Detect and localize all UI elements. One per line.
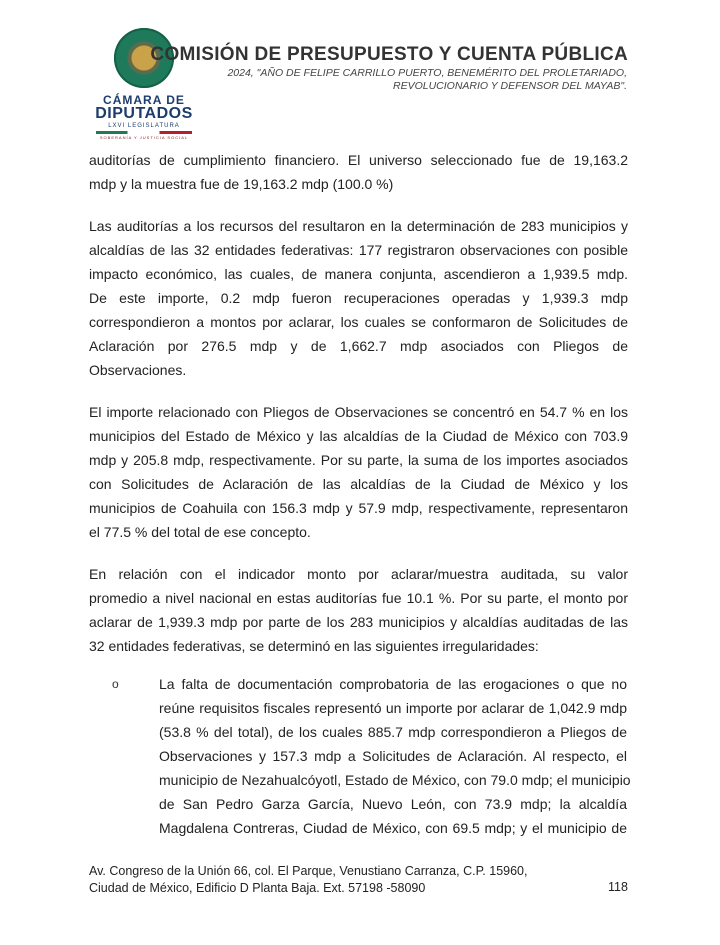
text-line: impacto económico, las cuales, de manera conjunta, ascendieron a 1,939.5 mdp.: [89, 266, 628, 282]
text-line: reúne requisitos fiscales representó un importe por aclarar de 1,042.9 mdp: [159, 700, 627, 716]
text-line: mdp y 205.8 mdp, respectivamente. Por su parte, la suma de los importes asociados: [89, 452, 628, 468]
text-line: Aclaración por 276.5 mdp y de 1,662.7 mdp asociados con Pliegos de: [89, 338, 628, 354]
text-line: aclarar de 1,939.3 mdp por parte de los 283 municipios y alcaldías auditadas de las: [89, 614, 628, 630]
header-subtitle-1: 2024, "AÑO DE FELIPE CARRILLO PUERTO, BENEMÉRITO DEL PROLETARIADO,: [227, 67, 627, 79]
paragraph-2: [89, 214, 628, 382]
header-title: COMISIÓN DE PRESUPUESTO Y CUENTA PÚBLICA: [150, 44, 628, 65]
footer-address-line-2: Ciudad de México, Edificio D Planta Baja. Ext. 57198 -58090: [89, 881, 426, 895]
text-line: Magdalena Contreras, Ciudad de México, con 69.5 mdp; y el municipio de: [159, 820, 627, 836]
paragraph-1: [89, 148, 628, 196]
text-line: con Solicitudes de Aclaración de las alcaldías de la Ciudad de México y los: [89, 476, 628, 492]
text-line: La falta de documentación comprobatoria de las erogaciones o que no: [159, 676, 627, 692]
text-line: En relación con el indicador monto por aclarar/muestra auditada, su valor: [89, 566, 628, 582]
text-line: El importe relacionado con Pliegos de Observaciones se concentró en 54.7 % en los: [89, 404, 628, 420]
text-line: municipios de Coahuila con 156.3 mdp y 57.9 mdp, respectivamente, representaron: [89, 500, 628, 516]
logo-line-1: CÁMARA DE: [103, 93, 185, 107]
text-line: Las auditorías a los recursos del resultaron en la determinación de 283 municipios y: [89, 218, 628, 234]
text-line: promedio a nivel nacional en estas auditorías fue 10.1 %. Por su parte, el monto por: [89, 590, 628, 606]
camara-logo: [92, 24, 196, 140]
text-line: municipio de Nezahualcóyotl, Estado de México, con 79.0 mdp; el municipio: [159, 772, 631, 788]
header-subtitle-2: REVOLUCIONARIO Y DEFENSOR DEL MAYAB".: [392, 80, 627, 92]
text-line: (53.8 % del total), de los cuales 885.7 mdp correspondieron a Pliegos de: [159, 724, 627, 740]
footer-address: [89, 863, 527, 897]
text-line: De este importe, 0.2 mdp fueron recuperaciones operadas y 1,939.3 mdp: [89, 290, 628, 306]
bullet-item: [159, 672, 631, 840]
text-line: Observaciones y 157.3 mdp a Solicitudes de Aclaración. Al respecto, el: [159, 748, 627, 764]
text-line: Observaciones.: [89, 362, 187, 378]
logo-line-3: LXVI LEGISLATURA: [108, 123, 180, 129]
bullet-marker: o: [112, 677, 119, 691]
text-line: 32 entidades federativas, se determinó en las siguientes irregularidades:: [89, 638, 539, 654]
text-line: mdp y la muestra fue de 19,163.2 mdp (100.0 %): [89, 176, 394, 192]
text-line: de San Pedro Garza García, Nuevo León, con 73.9 mdp; la alcaldía: [159, 796, 627, 812]
paragraph-4: [89, 562, 628, 658]
text-line: auditorías de cumplimiento financiero. El universo seleccionado fue de 19,163.2: [89, 152, 628, 168]
footer-address-line-1: Av. Congreso de la Unión 66, col. El Parque, Venustiano Carranza, C.P. 15960,: [89, 864, 528, 878]
logo-line-4: SOBERANÍA Y JUSTICIA SOCIAL: [99, 135, 189, 140]
text-line: el 77.5 % del total de ese concepto.: [89, 524, 311, 540]
text-line: correspondieron a montos por aclarar, los cuales se conformaron de Solicitudes de: [89, 314, 628, 330]
paragraph-3: [89, 400, 628, 544]
text-line: alcaldías de las 32 entidades federativas: 177 registraron observaciones con posible: [89, 242, 628, 258]
text-line: municipios del Estado de México y las alcaldías de la Ciudad de México con 703.9: [89, 428, 628, 444]
logo-line-2: DIPUTADOS: [95, 105, 193, 122]
page-number: 118: [608, 880, 628, 894]
